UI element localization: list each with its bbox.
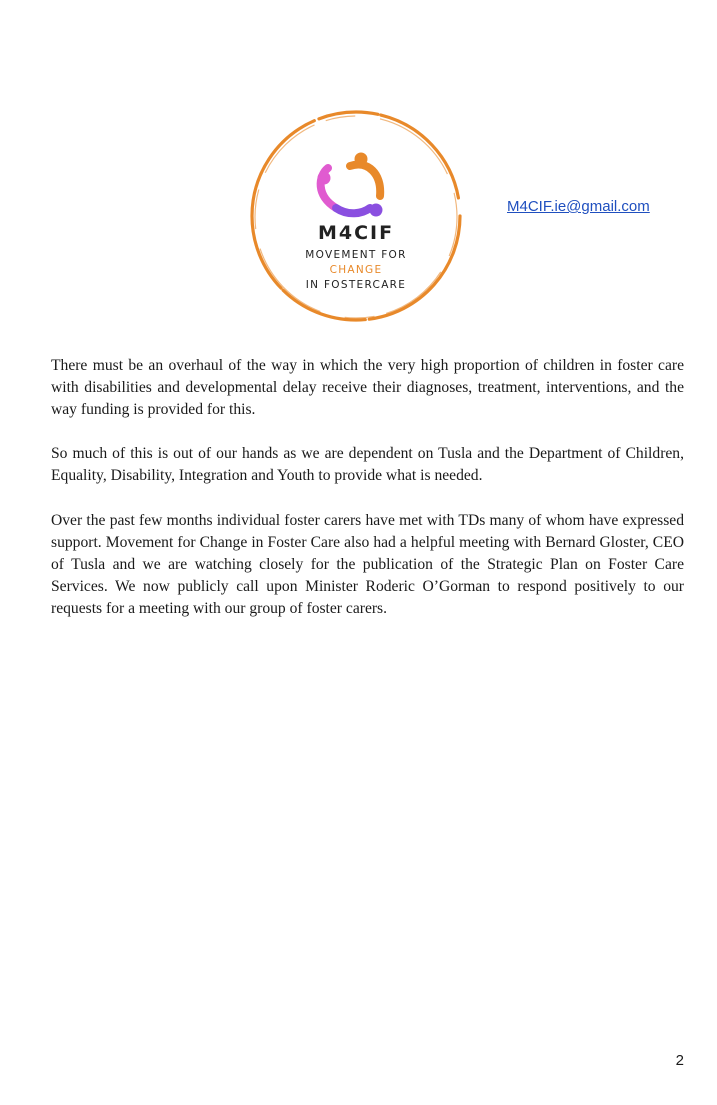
m4cif-logo xyxy=(240,100,472,332)
logo-tagline-line1: MOVEMENT FOR xyxy=(305,249,407,261)
figure-purple-arc xyxy=(336,208,370,213)
body-paragraph-1: There must be an overhaul of the way in which the very high proportion of children in foster care with disabilities and developmental delay receive their diagnoses, treatment, interventions, and the way funding is provided for this. xyxy=(51,357,684,418)
logo-abbreviation: M4CIF xyxy=(317,222,395,244)
logo-tagline-line3: IN FOSTERCARE xyxy=(305,279,407,291)
body-paragraph-3: Over the past few months individual foster carers have met with TDs many of whom have expressed support. Movement for Change in Foster Care also had a helpful meeting with Bernard Gloster, CEO of Tusla and we are watching closely for the publication of the Strategic Plan on Foster Care Services. We now publicly call upon Minister Roderic O’Gorman to respond positively to our requests for a meeting with our group of foster carers. xyxy=(51,512,684,617)
logo-tagline-line2: CHANGE xyxy=(329,264,383,276)
logo-graphic xyxy=(240,100,472,332)
page-number: 2 xyxy=(675,1052,684,1069)
figure-orange-arc xyxy=(350,165,380,196)
body-paragraph-2: So much of this is out of our hands as we are dependent on Tusla and the Department of Children, Equality, Disability, Integration and Youth to provide what is needed. xyxy=(51,445,684,484)
three-people-circle-icon xyxy=(318,153,383,217)
contact-email-link[interactable]: M4CIF.ie@gmail.com xyxy=(507,198,650,215)
